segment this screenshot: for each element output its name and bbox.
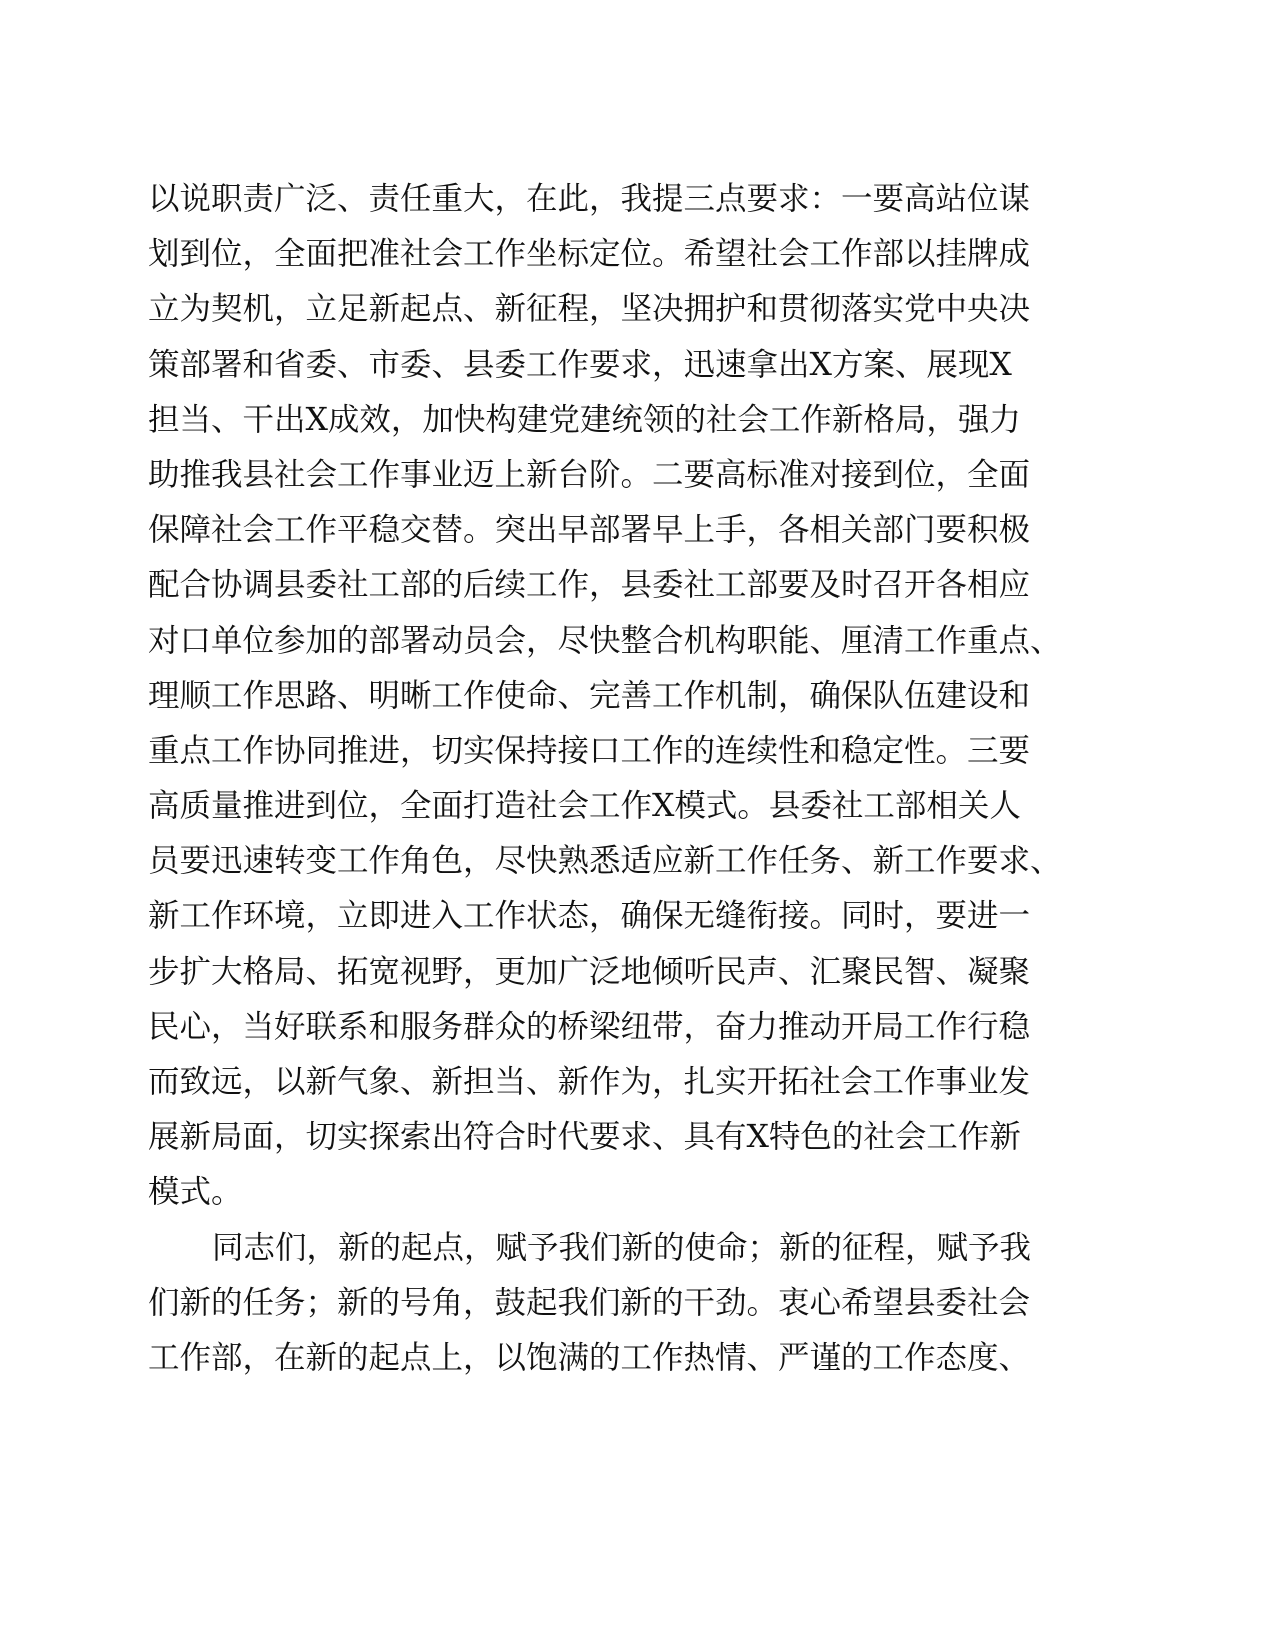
text-line: 保障社会工作平稳交替。突出早部署早上手，各相关部门要积极	[148, 512, 1031, 549]
text-line: 们新的任务；新的号角，鼓起我们新的干劲。衷心希望县委社会	[148, 1284, 1031, 1321]
paragraph	[148, 172, 1062, 1221]
text-line: 重点工作协同推进，切实保持接口工作的连续性和稳定性。三要	[148, 732, 1031, 769]
text-line: 工作部，在新的起点上，以饱满的工作热情、严谨的工作态度、	[148, 1339, 1031, 1376]
document-page	[148, 172, 1062, 1386]
text-line: 高质量推进到位，全面打造社会工作X模式。县委社工部相关人	[148, 788, 1021, 825]
text-line: 助推我县社会工作事业迈上新台阶。二要高标准对接到位，全面	[148, 456, 1031, 493]
text-line: 担当、干出X成效，加快构建党建统领的社会工作新格局，强力	[148, 401, 1021, 438]
text-line: 划到位，全面把准社会工作坐标定位。希望社会工作部以挂牌成	[148, 236, 1031, 273]
text-line: 民心，当好联系和服务群众的桥梁纽带，奋力推动开局工作行稳	[148, 1008, 1031, 1045]
text-line: 步扩大格局、拓宽视野，更加广泛地倾听民声、汇聚民智、凝聚	[148, 953, 1031, 990]
text-line: 模式。	[148, 1174, 243, 1211]
text-line: 策部署和省委、市委、县委工作要求，迅速拿出X方案、展现X	[148, 346, 1012, 383]
text-line: 配合协调县委社工部的后续工作，县委社工部要及时召开各相应	[148, 567, 1031, 604]
text-line: 同志们，新的起点，赋予我们新的使命；新的征程，赋予我	[212, 1229, 1032, 1266]
text-line: 对口单位参加的部署动员会，尽快整合机构职能、厘清工作重点、	[148, 622, 1062, 659]
text-line: 展新局面，切实探索出符合时代要求、具有X特色的社会工作新	[148, 1119, 1021, 1156]
text-line: 以说职责广泛、责任重大，在此，我提三点要求：一要高站位谋	[148, 181, 1031, 217]
text-line: 新工作环境，立即进入工作状态，确保无缝衔接。同时，要进一	[148, 898, 1031, 935]
text-line: 员要迅速转变工作角色，尽快熟悉适应新工作任务、新工作要求、	[148, 843, 1062, 880]
paragraph	[148, 1221, 1048, 1387]
text-line: 立为契机，立足新起点、新征程，坚决拥护和贯彻落实党中央决	[148, 291, 1031, 328]
text-line: 理顺工作思路、明晰工作使命、完善工作机制，确保队伍建设和	[148, 677, 1031, 714]
text-line: 而致远，以新气象、新担当、新作为，扎实开拓社会工作事业发	[148, 1064, 1031, 1100]
